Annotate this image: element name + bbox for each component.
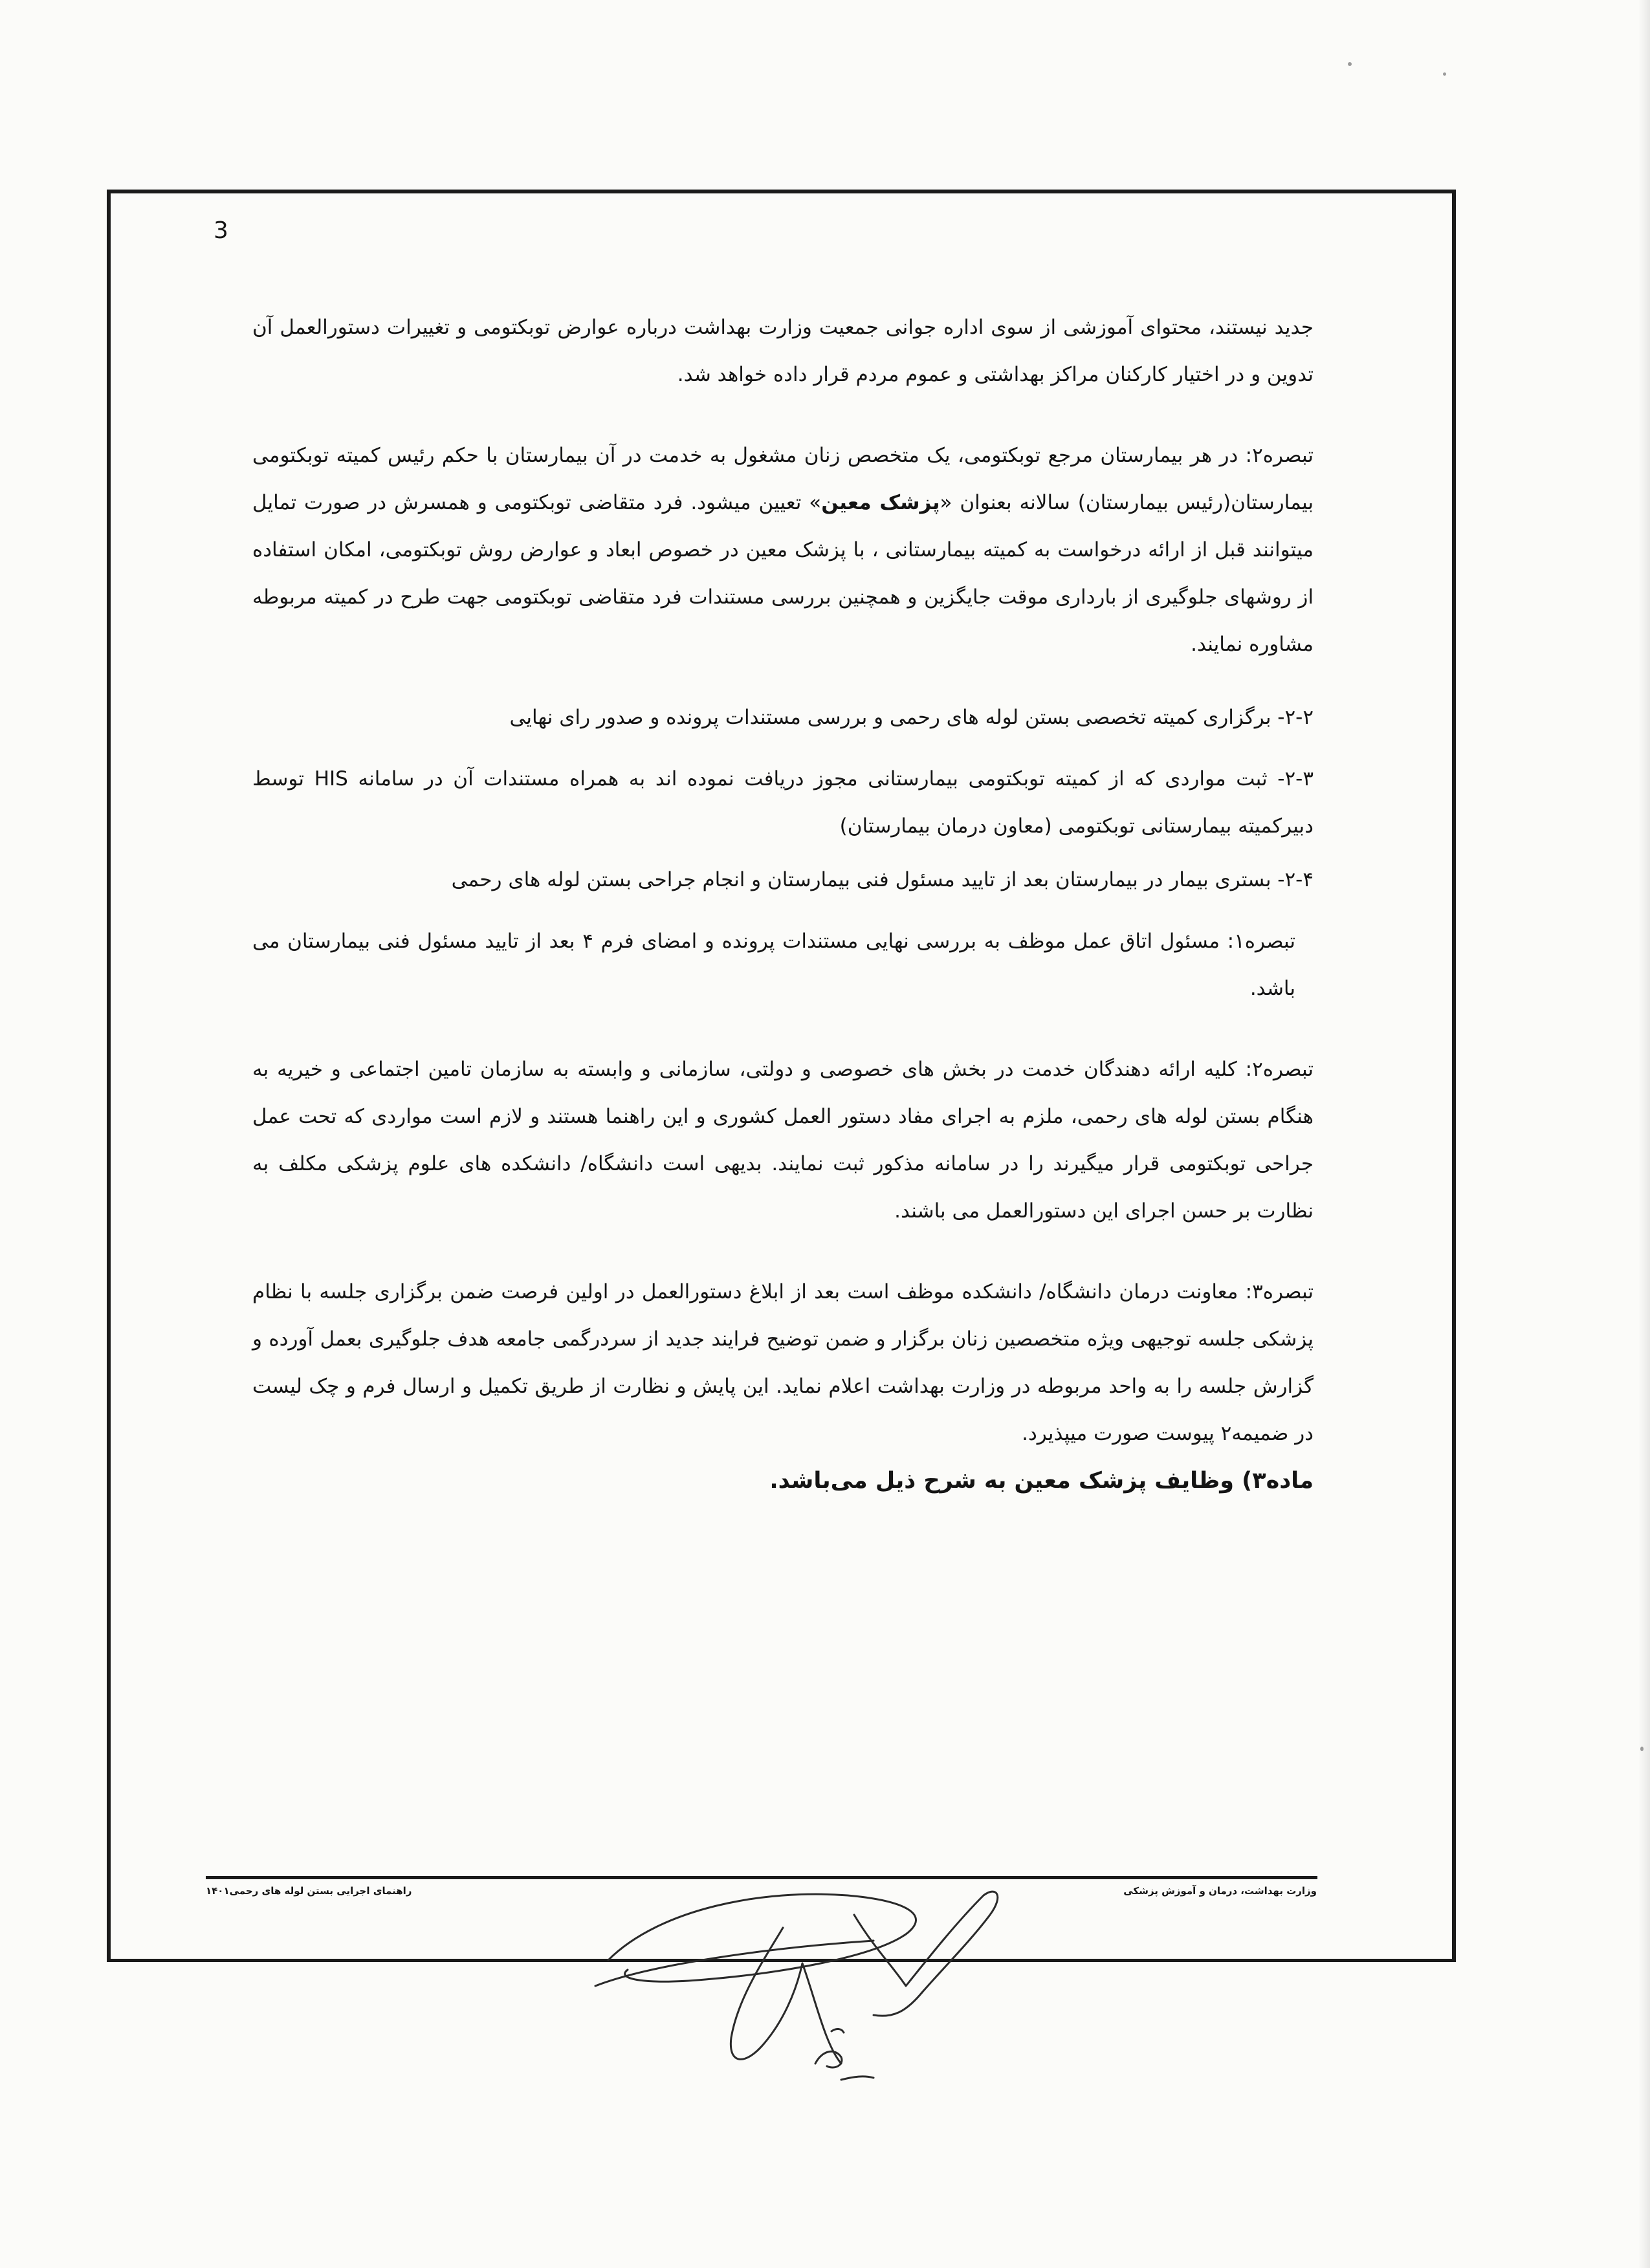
note-2-text-start: تبصره۲: در هر بیمارستان مرجع توبکتومی، یک متخصص زنان مشغول به خدمت در آن بیمارستان با حکم رئیس کمیته توبکتومی بیمارستان(رئیس بیمارستان) سالانه بعنوان « bbox=[252, 444, 1314, 514]
moin-physician-term: پزشک معین bbox=[821, 491, 940, 514]
paragraph-note-3: تبصره۳: معاونت درمان دانشگاه/ دانشکده موظف است بعد از ابلاغ دستورالعمل در اولین فرصت ضمن برگزاری جلسه با نظام پزشکی جلسه توجیهی ویژه متخصصین زنان برگزار و ضمن توضیح فرایند جدید از سردرگمی جامعه هدف جلوگیری بعمل آورده و گزارش جلسه را به واحد مربوطه در وزارت بهداشت اعلام نماید. این پایش و نظارت از طریق تکمیل و ارسال فرم و چک لیست در ضمیمه۲ پیوست صورت میپذیرد. bbox=[252, 1280, 1314, 1445]
article-3-heading: ماده۳) وظایف پزشک معین به شرح ذیل می‌باشد. bbox=[769, 1468, 1314, 1494]
paragraph-continuation: جدید نیستند، محتوای آموزشی از سوی اداره جوانی جمعیت وزارت بهداشت درباره عوارض توبکتومی و تغییرات دستورالعمل آن تدوین و در اختیار کارکنان مراکز بهداشتی و عموم مردم قرار داده خواهد شد. bbox=[252, 316, 1314, 386]
document-body bbox=[252, 304, 1314, 1505]
scan-speck bbox=[1348, 62, 1352, 66]
paragraph-note-2-providers: تبصره۲: کلیه ارائه دهندگان خدمت در بخش های خصوصی و دولتی، سازمانی و وابسته به سازمان تامین اجتماعی و خیریه به هنگام بستن لوله های رحمی، ملزم به اجرای مفاد دستور العمل کشوری و این راهنما هستند و لازم است مواردی که تحت عمل جراحی توبکتومی قرار میگیرند را در سامانه مذکور ثبت نمایند. بدیهی است دانشگاه/ دانشکده های علوم پزشکی مکلف به نظارت بر حسن اجرای این دستورالعمل می باشند. bbox=[252, 1058, 1314, 1223]
scan-speck bbox=[1640, 1747, 1644, 1751]
scan-edge-shadow bbox=[1638, 0, 1650, 2268]
scan-speck bbox=[1443, 72, 1446, 76]
footer-guideline-title: راهنمای اجرایی بستن لوله های رحمی۱۴۰۱ bbox=[206, 1885, 412, 1897]
paragraph-note-1: تبصره۱: مسئول اتاق عمل موظف به بررسی نهایی مستندات پرونده و امضای فرم ۴ بعد از تایید مسئول فنی بیمارستان می باشد. bbox=[252, 930, 1295, 1000]
handwritten-signature bbox=[569, 1850, 1061, 2109]
section-2-4-item: ۲-۴- بستری بیمار در بیمارستان بعد از تایید مسئول فنی بیمارستان و انجام جراحی بستن لوله های رحمی bbox=[451, 868, 1314, 891]
footer-ministry-name: وزارت بهداشت، درمان و آموزش پزشکی bbox=[1123, 1885, 1317, 1897]
paragraph-note-2-moin bbox=[252, 432, 1314, 668]
section-2-2-item: ۲-۲- برگزاری کمیته تخصصی بستن لوله های رحمی و بررسی مستندات پرونده و صدور رای نهایی bbox=[509, 706, 1314, 729]
note-2-text-end: » تعیین میشود. فرد متقاضی توبکتومی و همسرش در صورت تمایل میتوانند قبل از ارائه درخواست به کمیته بیمارستانی ، با پزشک معین در خصوص ابعاد و عوارض روش توبکتومی، امکان استفاده از روشهای جلوگیری از بارداری موقت جایگزین و همچنین بررسی مستندات فرد متقاضی توبکتومی جهت طرح در کمیته مربوطه مشاوره نمایند. bbox=[252, 491, 1314, 656]
section-2-3-item: ۲-۳- ثبت مواردی که از کمیته توبکتومی بیمارستانی مجوز دریافت نموده اند به همراه مستندات آن در سامانه HIS توسط دبیرکمیته بیمارستانی توبکتومی (معاون درمان بیمارستان) bbox=[252, 767, 1314, 838]
page-number: 3 bbox=[214, 217, 228, 244]
